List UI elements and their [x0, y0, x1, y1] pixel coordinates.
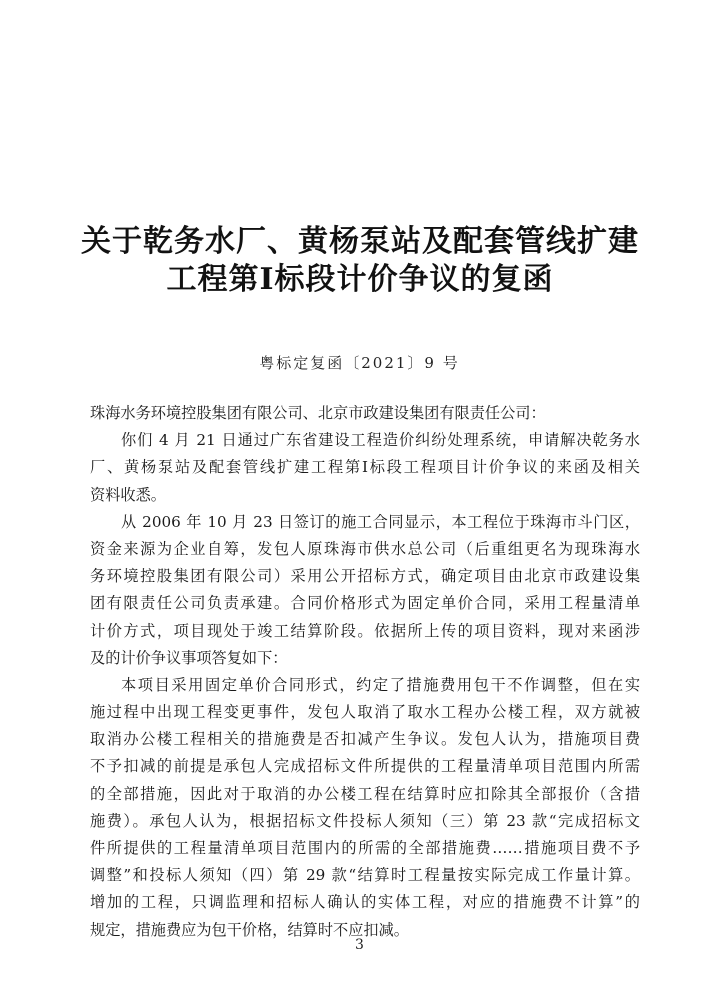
- body-line: 从 2006 年 10 月 23 日签订的施工合同显示，本工程位于珠海市斗门区，: [121, 512, 640, 531]
- addressee-line: 珠海水务环境控股集团有限公司、北京市政建设集团有限责任公司：: [90, 404, 546, 422]
- body-line: 施费）。承包人认为，根据招标文件投标人须知（三）第 23 款“完成招标文: [90, 811, 640, 830]
- body-line: 团有限责任公司负责承建。合同价格形式为固定单价合同，采用工程量清单: [90, 594, 640, 613]
- body-line: 施过程中出现工程变更事件，发包人取消了取水工程办公楼工程，双方就被: [90, 703, 640, 722]
- body-line: 计价方式，项目现处于竣工结算阶段。依据所上传的项目资料，现对来函涉: [90, 621, 640, 640]
- body-line: 资金来源为企业自筹，发包人原珠海市供水总公司（后重组更名为现珠海水: [90, 539, 640, 558]
- document-body: [90, 400, 640, 944]
- body-line: 你们 4 月 21 日通过广东省建设工程造价纠纷处理系统，申请解决乾务水: [121, 431, 640, 450]
- body-line: 增加的工程，只调监理和招标人确认的实体工程，对应的措施费不计算”的: [90, 893, 640, 912]
- body-line: 厂、黄杨泵站及配套管线扩建工程第Ⅰ标段工程项目计价争议的来函及相关: [90, 458, 640, 477]
- document-number: 粤标定复函〔2021〕9 号: [259, 354, 460, 372]
- body-line: 的全部措施，因此对于取消的办公楼工程在结算时应扣除其全部报价（含措: [90, 784, 640, 803]
- body-line: 件所提供的工程量清单项目范围内的所需的全部措施费……措施项目费不予: [90, 839, 640, 857]
- body-line: 务环境控股集团有限公司）采用公开招标方式，确定项目由北京市政建设集: [90, 567, 640, 586]
- body-line: 调整”和投标人须知（四）第 29 款“结算时工程量按实际完成工作量计算。: [90, 866, 640, 885]
- page-number: 3: [355, 937, 364, 953]
- body-line: 本项目采用固定单价合同形式，约定了措施费用包干不作调整，但在实: [121, 675, 640, 694]
- body-line: 不予扣减的前提是承包人完成招标文件所提供的工程量清单项目范围内所需: [90, 757, 640, 776]
- body-line: 规定，措施费应为包干价格，结算时不应扣减。: [90, 920, 409, 939]
- body-line: 资料收悉。: [90, 485, 166, 504]
- body-line: 取消办公楼工程相关的措施费是否扣减产生争议。发包人认为，措施项目费: [90, 730, 640, 749]
- document-title-line-2: 工程第Ⅰ标段计价争议的复函: [166, 262, 554, 297]
- document-title-line-1: 关于乾务水厂、黄杨泵站及配套管线扩建: [81, 224, 639, 259]
- body-line: 及的计价争议事项答复如下：: [90, 648, 288, 667]
